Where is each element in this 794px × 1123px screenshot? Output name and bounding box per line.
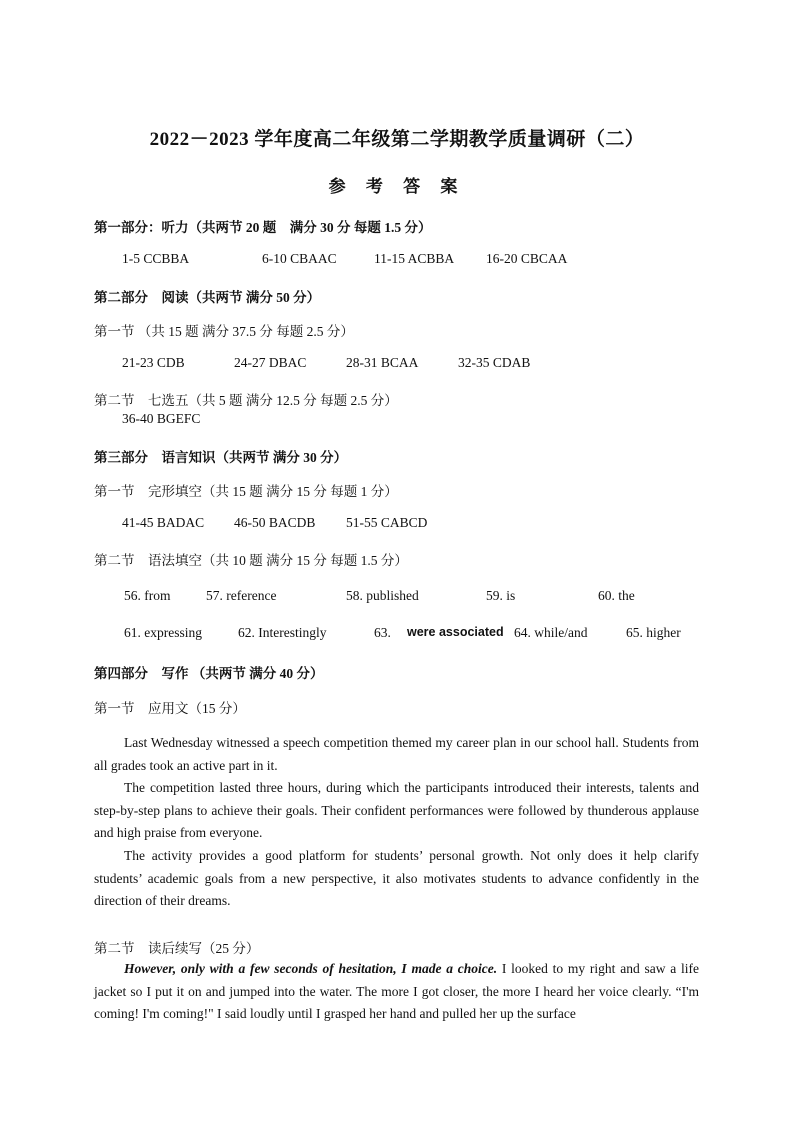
document-title: 2022－2023 学年度高二年级第二学期教学质量调研（二） (149, 129, 645, 150)
document-subtitle: 参 考 答 案 (328, 177, 466, 196)
grammar-answer: 61. expressing (124, 625, 202, 640)
continuation-paragraph (94, 958, 699, 1026)
part3-section1-heading: 第一节 完形填空（共 15 题 满分 15 分 每题 1 分） (94, 484, 398, 499)
answer-group: 32-35 CDAB (458, 355, 531, 370)
part3-heading: 第三部分 语言知识（共两节 满分 30 分） (94, 450, 348, 465)
part4-heading: 第四部分 写作 （共两节 满分 40 分） (94, 666, 324, 681)
answer-group: 36-40 BGEFC (122, 411, 201, 426)
grammar-answer-bold: were associated (407, 625, 504, 639)
part2-section2-heading: 第二节 七选五（共 5 题 满分 12.5 分 每题 2.5 分） (94, 393, 398, 408)
answer-group: 28-31 BCAA (346, 355, 419, 370)
grammar-answer: 60. the (598, 588, 635, 603)
part2-heading: 第二部分 阅读（共两节 满分 50 分） (94, 290, 321, 305)
grammar-answer: 57. reference (206, 588, 277, 603)
answer-group: 1-5 CCBBA (122, 251, 190, 266)
answer-group: 6-10 CBAAC (262, 251, 337, 266)
grammar-answer: 59. is (486, 588, 516, 603)
grammar-answer: 56. from (124, 588, 171, 603)
part1-heading: 第一部分：听力（共两节 20 题 满分 30 分 每题 1.5 分） (94, 220, 432, 235)
essay-paragraph: Last Wednesday witnessed a speech competition themed my career plan in our school hall. Students from all grades took an active part in it. (94, 735, 699, 773)
grammar-answer: 62. Interestingly (238, 625, 327, 640)
essay-paragraph: The competition lasted three hours, during which the participants introduced their interests, talents and step-by-step plans to achieve their goals. Their confident performances were followed by thunderous applause and high praise from everyone. (94, 780, 699, 840)
grammar-answer: 58. published (346, 588, 419, 603)
answer-group: 16-20 CBCAA (486, 251, 568, 266)
continuation-lead: However, only with a few seconds of hesitation, I made a choice. (124, 961, 498, 976)
part4-section2-heading: 第二节 读后续写（25 分） (94, 941, 260, 956)
part3-section2-heading: 第二节 语法填空（共 10 题 满分 15 分 每题 1.5 分） (94, 553, 408, 568)
grammar-answer: 65. higher (626, 625, 681, 640)
answer-group: 24-27 DBAC (234, 355, 307, 370)
continuation-body: I looked to my right and saw a life jacket so I put it on and jumped into the water. The more I got closer, the more I heard her voice clearly. “I'm coming! I'm coming!" I said loudly until I grasped her hand and pulled her up the surface (94, 961, 699, 1021)
answer-group: 41-45 BADAC (122, 515, 205, 530)
grammar-answer: 64. while/and (514, 625, 588, 640)
essay-paragraph: The activity provides a good platform for students’ personal growth. Not only does it help clarify students’ academic goals from a new perspective, it also motivates students to advance confidently in the direction of their dreams. (94, 848, 699, 908)
answer-group: 11-15 ACBBA (374, 251, 455, 266)
part4-section1-heading: 第一节 应用文（15 分） (94, 701, 246, 716)
answer-group: 21-23 CDB (122, 355, 185, 370)
grammar-answer: 63. (374, 625, 391, 640)
answer-group: 46-50 BACDB (234, 515, 316, 530)
answer-group: 51-55 CABCD (346, 515, 428, 530)
part2-section1-heading: 第一节 （共 15 题 满分 37.5 分 每题 2.5 分） (94, 324, 354, 339)
